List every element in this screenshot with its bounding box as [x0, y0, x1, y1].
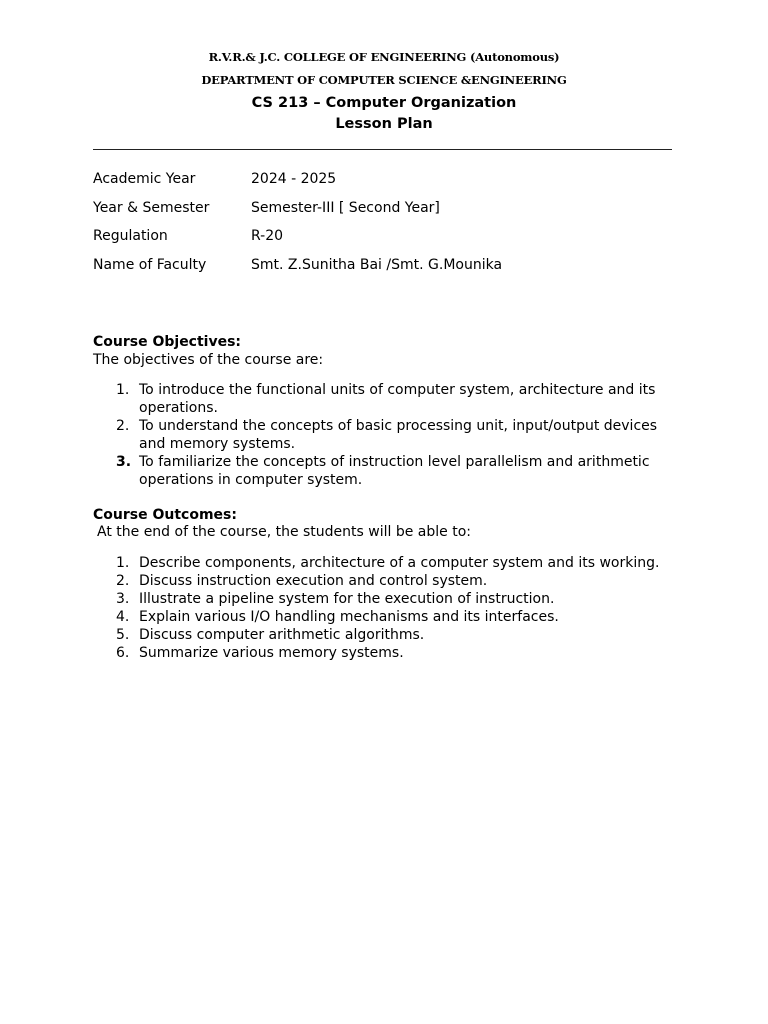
list-number: 2. — [116, 418, 130, 434]
info-label: Academic Year — [93, 171, 196, 187]
list-number: 1. — [116, 555, 130, 571]
list-item — [93, 608, 683, 626]
info-row-academic-year — [93, 170, 336, 188]
info-value: Smt. Z.Sunitha Bai /Smt. G.Mounika — [251, 257, 503, 273]
list-item — [93, 381, 683, 417]
list-item — [93, 417, 683, 453]
list-item — [93, 453, 683, 489]
info-value: R-20 — [251, 228, 284, 244]
list-number: 1. — [116, 382, 130, 398]
outcomes-heading: Course Outcomes: — [93, 507, 237, 523]
objectives-list — [93, 381, 683, 489]
list-item — [93, 626, 683, 644]
department-name: DEPARTMENT OF COMPUTER SCIENCE &ENGINEERING — [201, 73, 567, 87]
list-item-text: Discuss instruction execution and control system. — [139, 573, 488, 589]
list-item-text: Explain various I/O handling mechanisms and its interfaces. — [139, 609, 559, 625]
info-label: Regulation — [93, 228, 168, 244]
info-row-year-semester — [93, 199, 440, 217]
list-item — [93, 572, 683, 590]
list-number: 2. — [116, 573, 130, 589]
document-type-title: Lesson Plan — [335, 116, 433, 132]
list-number: 3. — [116, 454, 132, 470]
info-row-faculty — [93, 256, 502, 274]
list-item-text: Describe components, architecture of a computer system and its working. — [139, 555, 660, 571]
list-item — [93, 590, 683, 608]
info-value: 2024 - 2025 — [251, 171, 337, 187]
objectives-intro: The objectives of the course are: — [93, 352, 324, 368]
list-item-text: To introduce the functional units of computer system, architecture and its operations. — [139, 382, 656, 416]
list-item-text: Discuss computer arithmetic algorithms. — [139, 627, 425, 643]
list-number: 5. — [116, 627, 130, 643]
outcomes-intro: At the end of the course, the students will be able to: — [97, 524, 471, 540]
list-item-text: Summarize various memory systems. — [139, 645, 404, 661]
list-number: 6. — [116, 645, 130, 661]
outcomes-list — [93, 554, 683, 662]
list-number: 3. — [116, 591, 130, 607]
list-item — [93, 554, 683, 572]
college-name: R.V.R.& J.C. COLLEGE OF ENGINEERING (Autonomous) — [208, 50, 560, 64]
header-divider — [93, 149, 672, 150]
list-item — [93, 644, 683, 662]
objectives-heading: Course Objectives: — [93, 334, 242, 350]
list-item-text: Illustrate a pipeline system for the execution of instruction. — [139, 591, 555, 607]
list-item-text: To familiarize the concepts of instruction level parallelism and arithmetic operations in computer system. — [139, 454, 650, 488]
info-label: Year & Semester — [93, 200, 210, 216]
list-number: 4. — [116, 609, 130, 625]
course-title: CS 213 – Computer Organization — [251, 95, 517, 111]
info-value: Semester-III [ Second Year] — [251, 200, 440, 216]
list-item-text: To understand the concepts of basic processing unit, input/output devices and memory systems. — [139, 418, 658, 452]
info-label: Name of Faculty — [93, 257, 207, 273]
info-row-regulation — [93, 227, 283, 245]
